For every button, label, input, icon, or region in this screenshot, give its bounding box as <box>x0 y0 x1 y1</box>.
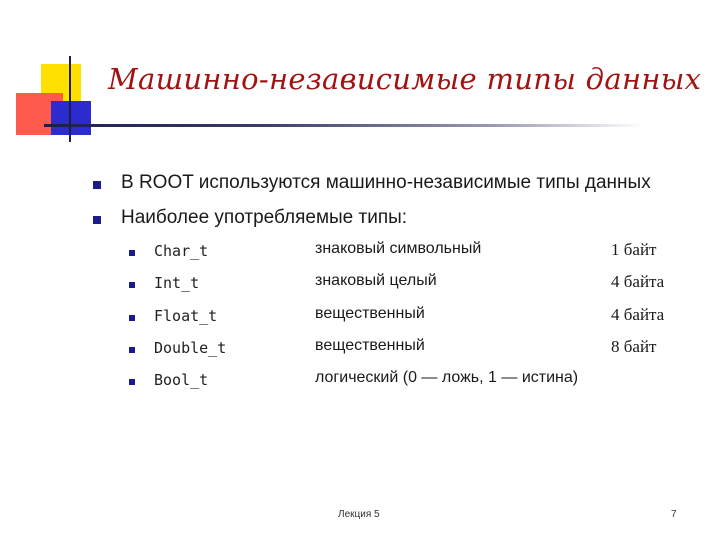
decor-vertical-line <box>69 56 71 142</box>
type-row <box>0 305 720 333</box>
type-name: Char_t <box>154 242 209 260</box>
slide-title: Машинно-независимые типы данных <box>108 62 702 96</box>
type-description: вещественный <box>315 337 425 354</box>
decor-blue-square <box>51 101 91 135</box>
type-name: Float_t <box>154 307 218 325</box>
bullet-item <box>121 172 651 194</box>
page-number: 7 <box>671 509 677 520</box>
type-size: 1 байт <box>611 240 657 259</box>
square-bullet-icon <box>93 181 101 189</box>
square-bullet-icon <box>129 379 135 385</box>
type-description: вещественный <box>315 305 425 322</box>
type-size: 4 байта <box>611 305 665 324</box>
bullet-item <box>121 207 407 229</box>
type-name: Double_t <box>154 339 227 357</box>
square-bullet-icon <box>129 315 135 321</box>
type-row <box>0 272 720 300</box>
type-size: 8 байт <box>611 337 657 356</box>
square-bullet-icon <box>93 216 101 224</box>
type-row <box>0 240 720 268</box>
type-name: Bool_t <box>154 371 209 389</box>
footer-lecture-label: Лекция 5 <box>338 509 380 520</box>
type-description: знаковый символьный <box>315 240 482 257</box>
type-size: 4 байта <box>611 272 665 291</box>
type-name: Int_t <box>154 274 200 292</box>
square-bullet-icon <box>129 250 135 256</box>
type-row <box>0 369 720 397</box>
bullet-text: В ROOT используются машинно-независимые типы данных <box>121 172 651 193</box>
type-row <box>0 337 720 365</box>
type-description: логический (0 — ложь, 1 — истина) <box>315 369 579 386</box>
type-description: знаковый целый <box>315 272 437 289</box>
bullet-text: Наиболее употребляемые типы: <box>121 207 408 228</box>
square-bullet-icon <box>129 282 135 288</box>
square-bullet-icon <box>129 347 135 353</box>
title-underline <box>44 124 644 127</box>
